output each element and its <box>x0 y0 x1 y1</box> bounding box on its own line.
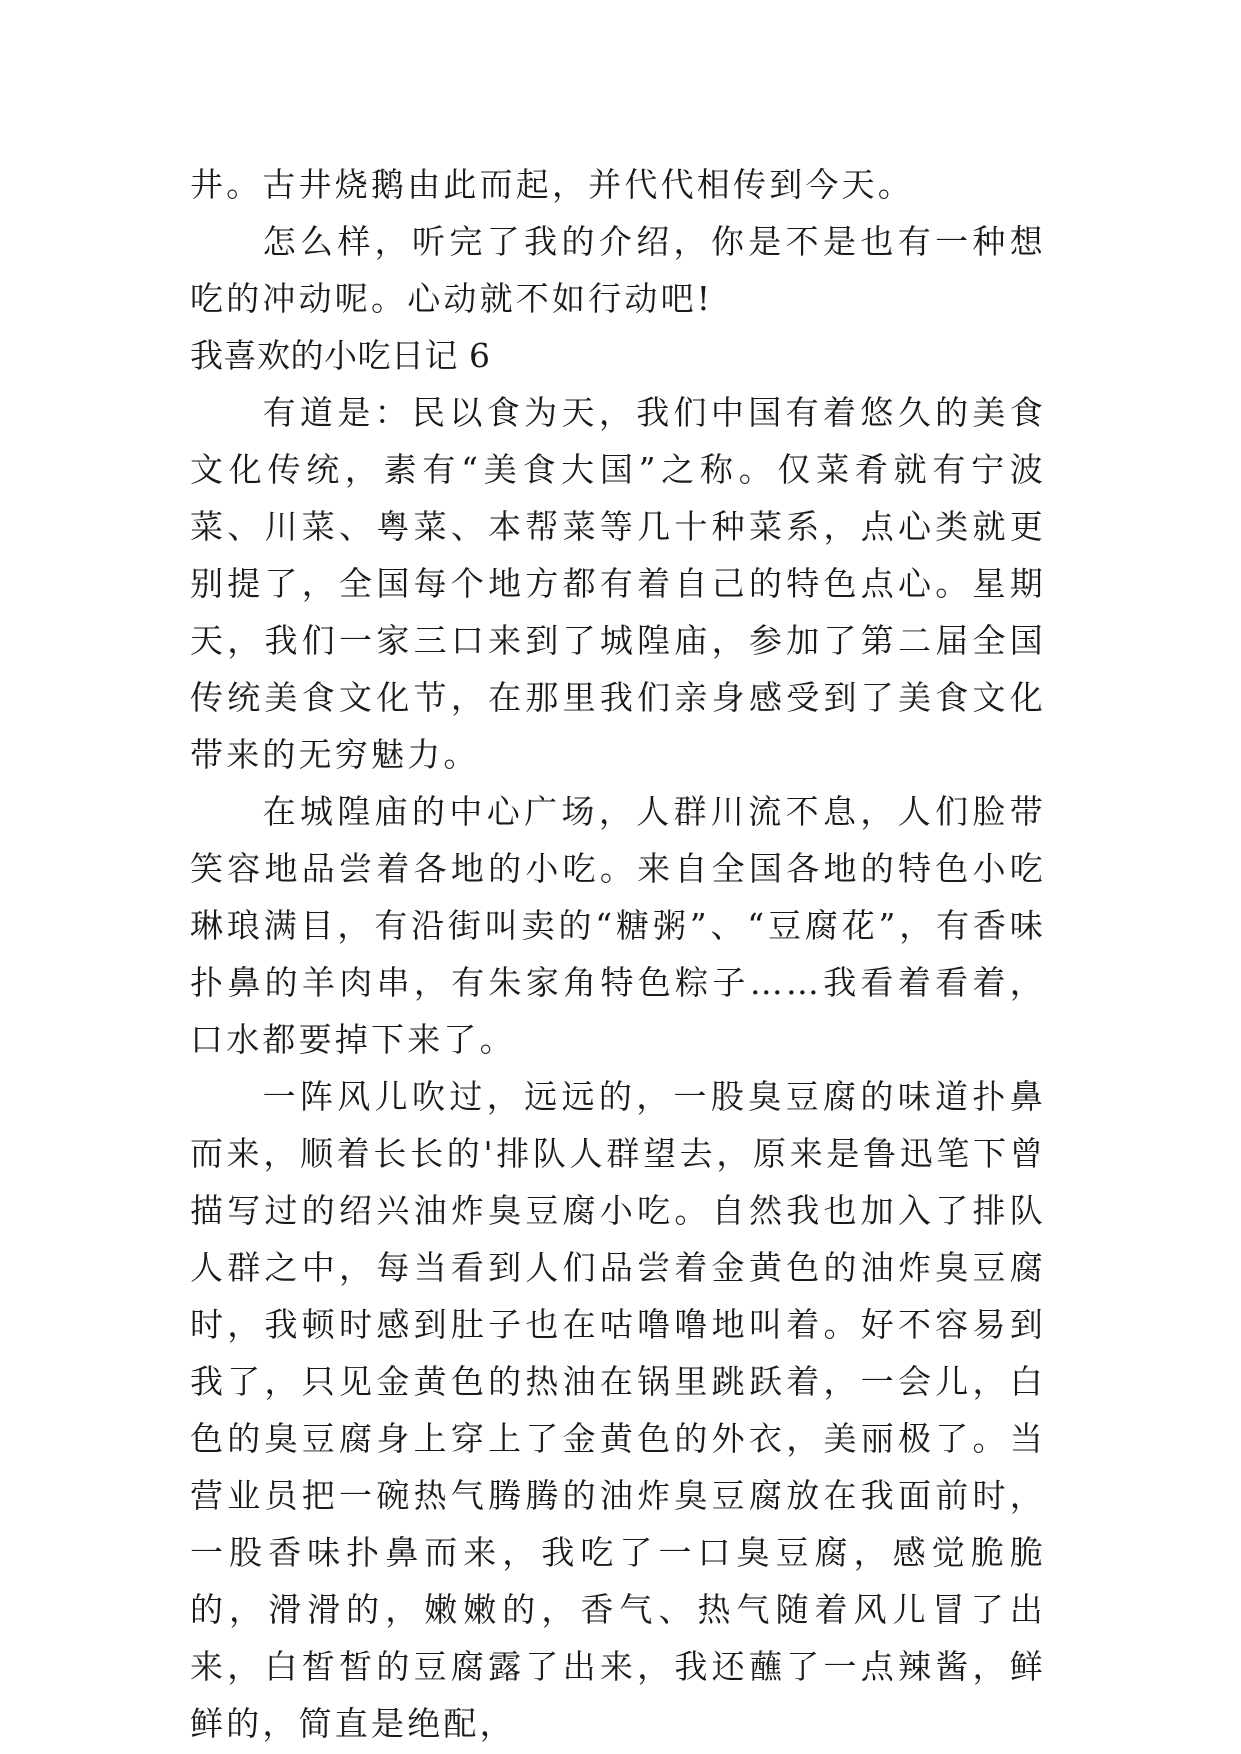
section-heading: 我喜欢的小吃日记 6 <box>190 336 491 375</box>
paragraph-square: 在城隍庙的中心广场，人群川流不息，人们脸带笑容地品尝着各地的小吃。来自全国各地的特色小吃琳琅满目，有沿街叫卖的“糖粥”、“豆腐花”，有香味扑鼻的羊肉串，有朱家角特色粽子……我看着看着，口水都要掉下来了。 <box>190 792 1046 1059</box>
paragraph-stinky-tofu: 一阵风儿吹过，远远的，一股臭豆腐的味道扑鼻而来，顺着长长的'排队人群望去，原来是鲁迅笔下曾描写过的绍兴油炸臭豆腐小吃。自然我也加入了排队人群之中，每当看到人们品尝着金黄色的油炸臭豆腐时，我顿时感到肚子也在咕噜噜地叫着。好不容易到我了，只见金黄色的热油在锅里跳跃着，一会儿，白色的臭豆腐身上穿上了金黄色的外衣，美丽极了。当营业员把一碗热气腾腾的油炸臭豆腐放在我面前时，一股香味扑鼻而来，我吃了一口臭豆腐，感觉脆脆的，滑滑的，嫩嫩的，香气、热气随着风儿冒了出来，白皙皙的豆腐露了出来，我还蘸了一点辣酱，鲜鲜的，简直是绝配， <box>190 1077 1046 1743</box>
paragraph-intro: 有道是：民以食为天，我们中国有着悠久的美食文化传统，素有“美食大国”之称。仅菜肴就有宁波菜、川菜、粤菜、本帮菜等几十种菜系，点心类就更别提了，全国每个地方都有着自己的特色点心。星期天，我们一家三口来到了城隍庙，参加了第二届全国传统美食文化节，在那里我们亲身感受到了美食文化带来的无穷魅力。 <box>190 393 1046 774</box>
document-body <box>190 156 1046 1752</box>
paragraph-conclusion: 怎么样，听完了我的介绍，你是不是也有一种想吃的冲动呢。心动就不如行动吧! <box>190 222 1046 318</box>
paragraph-continuation: 井。古井烧鹅由此而起，并代代相传到今天。 <box>190 165 914 204</box>
